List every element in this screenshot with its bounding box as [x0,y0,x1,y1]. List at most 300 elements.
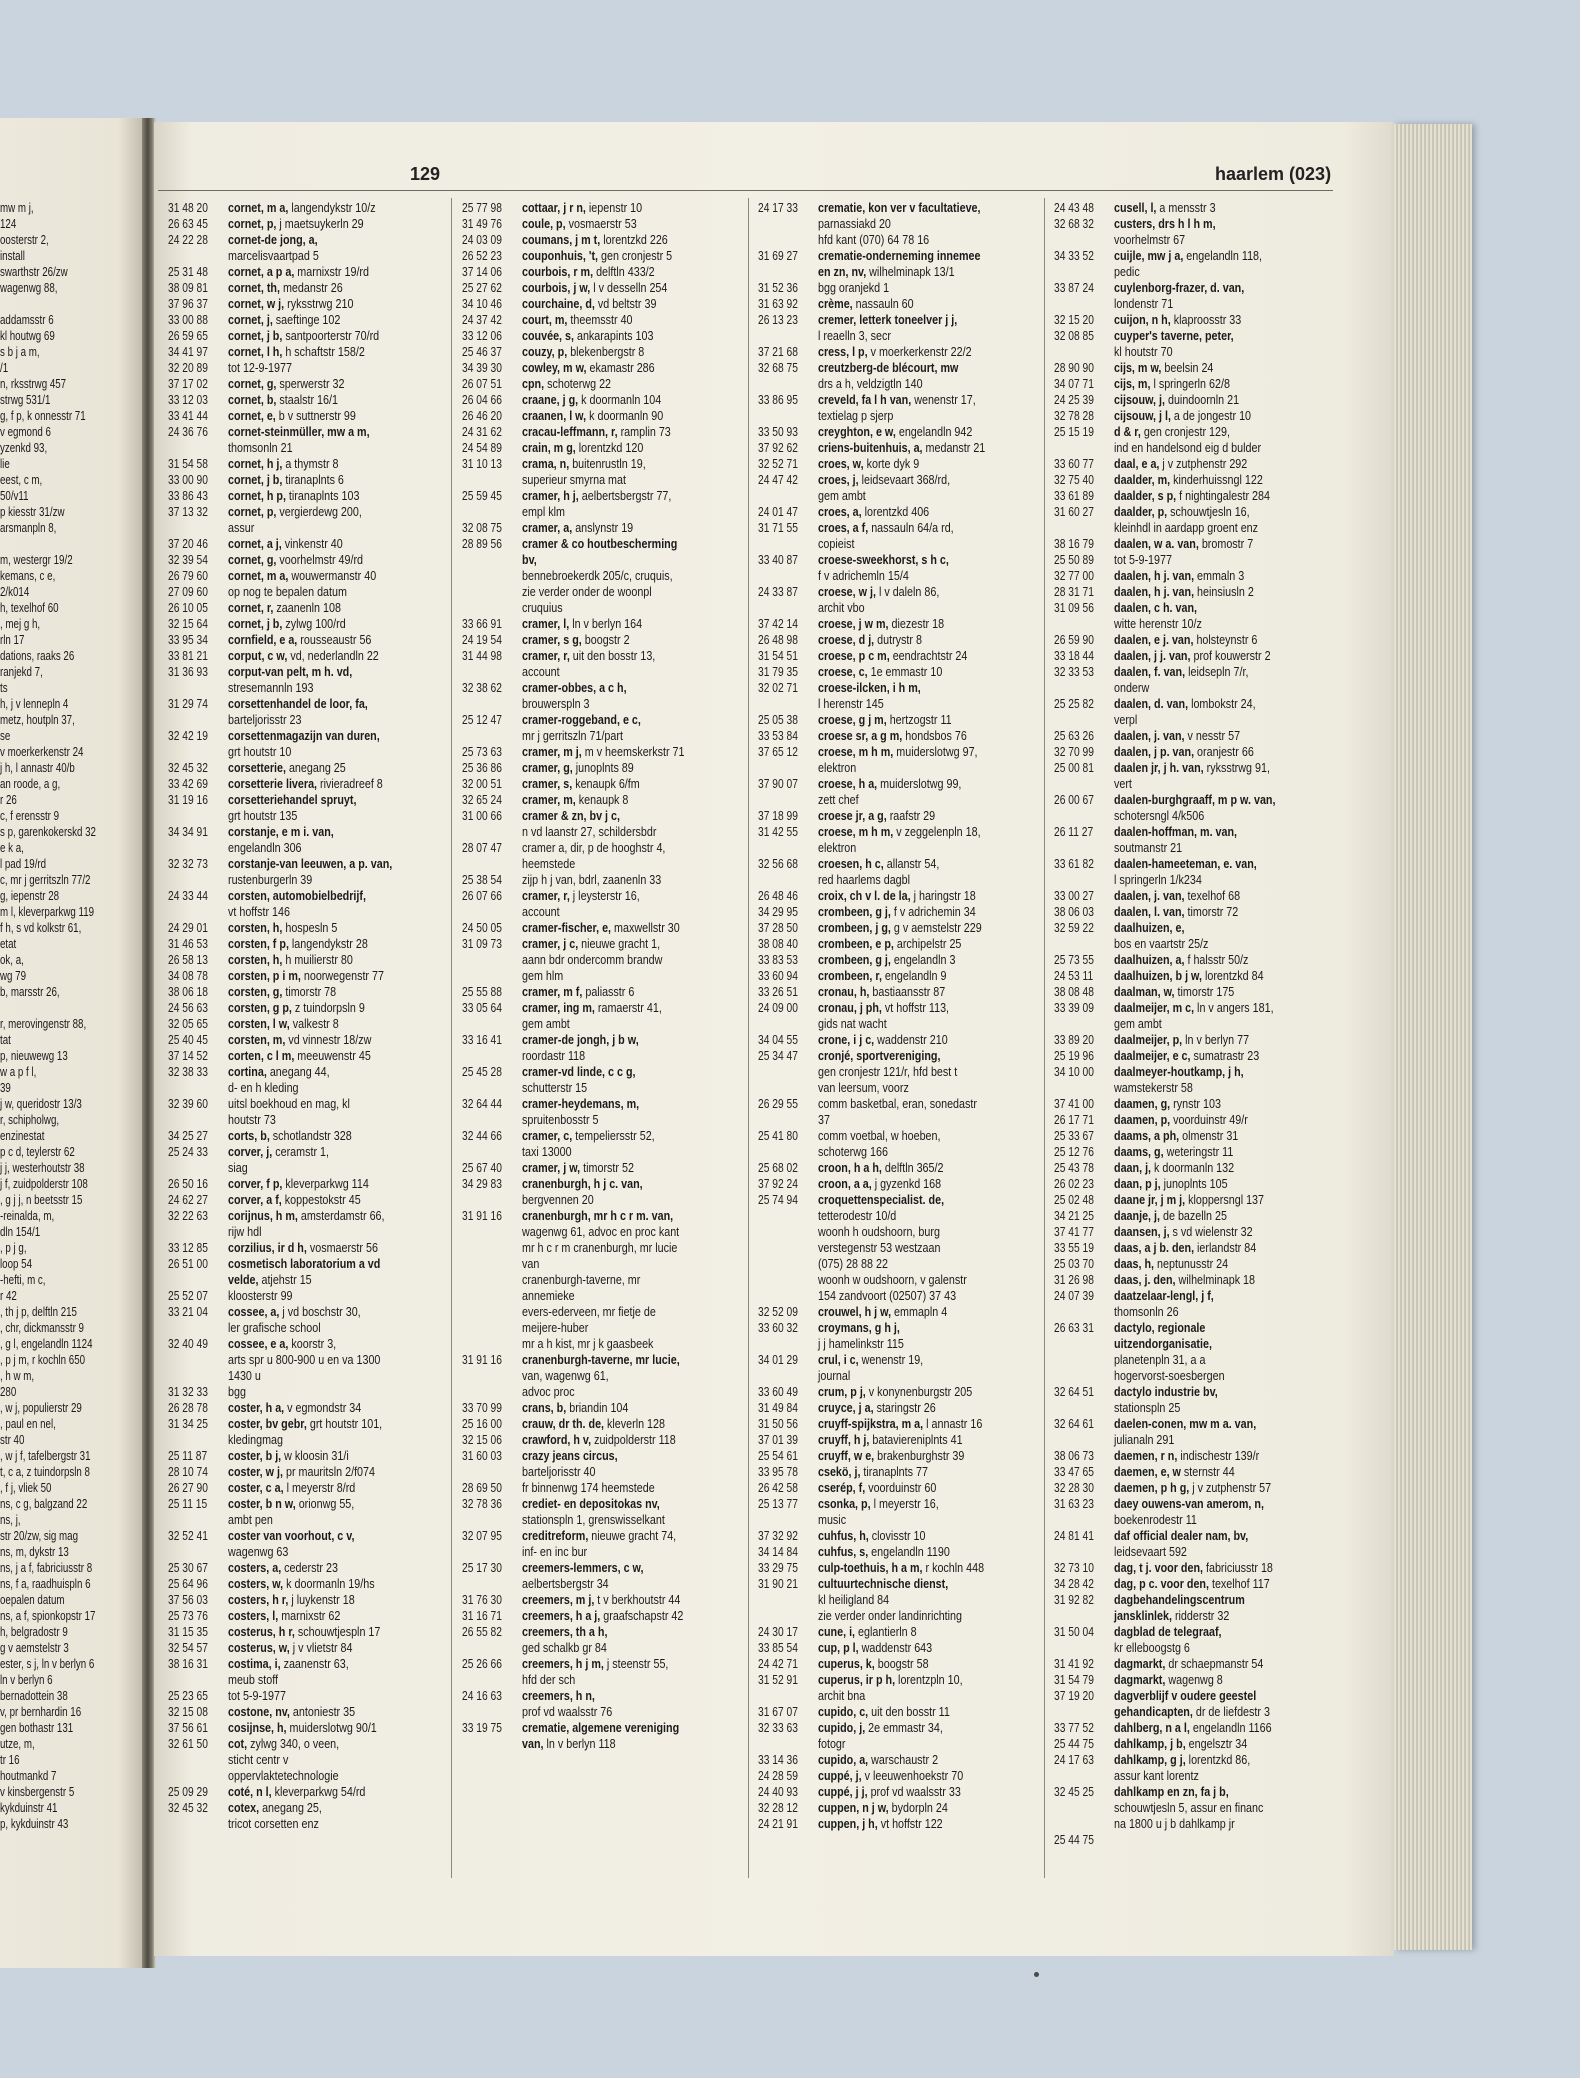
directory-entry [1054,1144,1340,1160]
directory-entry [1054,360,1340,376]
phone-number: 26 07 51 [462,377,502,391]
entry-line [818,632,1012,648]
directory-entry [462,248,748,264]
directory-entry [758,1416,1044,1432]
subscriber-name: dagverblijf v oudere geestel [1114,1689,1257,1703]
entry-line [818,536,1012,552]
entry-text [522,424,748,440]
entry-line [522,1096,716,1112]
subscriber-address: engelandln 306 [228,841,302,855]
entry-text [1114,1832,1340,1848]
entry-text [522,200,748,216]
phone-number: 25 27 62 [462,281,502,295]
entry-text [1114,1240,1340,1256]
entry-text [228,984,454,1000]
entry-line [522,1144,716,1160]
directory-entry [168,1528,454,1560]
subscriber-address: comm basketbal, eran, sonedastr [818,1097,977,1111]
subscriber-name: cramer, m f, [522,985,583,999]
subscriber-name: cornet, j b, [228,617,283,631]
subscriber-name: corsettenmagazijn van duren, [228,729,380,743]
subscriber-name: croesen, h c, [818,857,884,871]
directory-entry [758,1496,1044,1528]
entry-text [228,1192,454,1208]
directory-entry [462,408,748,424]
entry-text [522,1096,748,1128]
left-page-line: addamsstr 6 [0,313,54,327]
entry-text [818,920,1044,936]
directory-entry [1054,472,1340,488]
phone-number: 24 17 33 [758,201,798,215]
directory-entry [168,1096,454,1128]
entry-line [228,280,422,296]
directory-entry [168,1144,454,1176]
subscriber-address: texelhof 117 [1208,1577,1270,1591]
subscriber-address: schouwtjespln 17 [294,1625,381,1639]
phone-number: 32 08 75 [462,521,502,535]
subscriber-address: z tuindorpsln 9 [291,1001,365,1015]
phone-number: 37 14 06 [462,265,502,279]
entry-line [1114,1720,1308,1736]
entry-text [228,536,454,552]
phone-number: 26 55 82 [462,1625,502,1639]
subscriber-name: cuppen, n j w, [818,1801,889,1815]
subscriber-address: zie verder onder de woonpl [522,585,652,599]
directory-entry [462,296,748,312]
directory-entry [1054,1448,1340,1464]
subscriber-name: daalen jr, j h. van, [1114,761,1204,775]
subscriber-address: thomsonln 21 [228,441,293,455]
entry-text [818,1304,1044,1320]
subscriber-address: lorentzkd 86, [1185,1753,1251,1767]
left-page-line: h, belgradostr 9 [0,1625,68,1639]
directory-entry [1054,904,1340,920]
entry-text [818,1384,1044,1400]
entry-line [522,1464,716,1480]
subscriber-name: corver, j, [228,1145,273,1159]
subscriber-address: mr j gerritszln 71/part [522,729,623,743]
subscriber-name: crematie, kon ver v facultatieve, [818,201,981,215]
subscriber-address: timorstr 52 [580,1161,634,1175]
entry-text [228,488,454,504]
entry-line [818,936,1012,952]
left-page-line: c, f erensstr 9 [0,809,60,823]
phone-number: 26 07 66 [462,889,502,903]
phone-number: 26 51 00 [168,1257,208,1271]
entry-line [818,264,1012,280]
subscriber-address: account [522,665,560,679]
print-speck [1034,1972,1039,1977]
entry-line [1114,1544,1308,1560]
phone-number: 31 16 71 [462,1609,502,1623]
subscriber-name: coster, bv gebr, [228,1417,307,1431]
entry-line [522,760,716,776]
entry-line [522,1736,716,1752]
left-page-line: lie [0,457,10,471]
subscriber-address: drs a h, veldzigtln 140 [818,377,923,391]
subscriber-address: vd vinnestr 18/zw [285,1033,372,1047]
subscriber-address: gen cronjestr 129, [1140,425,1230,439]
left-page-line: oosterstr 2, [0,233,49,247]
directory-entry [1054,920,1340,952]
entry-text [228,360,454,376]
phone-number: 32 45 25 [1054,1785,1094,1799]
directory-entry [1054,600,1340,632]
subscriber-address: kleinhdl in aardapp groent enz [1114,521,1259,535]
entry-line [1114,424,1308,440]
phone-number: 31 34 25 [168,1417,208,1431]
phone-number: 32 64 44 [462,1097,502,1111]
subscriber-address: julianaln 291 [1114,1433,1175,1447]
phone-number: 32 70 99 [1054,745,1094,759]
entry-line [522,1704,716,1720]
entry-line [228,888,422,904]
entry-text [1114,1720,1340,1736]
subscriber-name: csekö, j, [818,1465,861,1479]
subscriber-name: cuppé, j, [818,1769,862,1783]
entry-line [818,856,1012,872]
entry-line [1114,1432,1308,1448]
entry-text [228,296,454,312]
directory-entry [168,1256,454,1288]
subscriber-address: medanstr 21 [922,441,986,455]
subscriber-address: a de jongestr 10 [1170,409,1252,423]
phone-number: 25 33 67 [1054,1129,1094,1143]
phone-number: 24 53 11 [1054,969,1094,983]
entry-line [818,776,1012,792]
directory-entry [758,1560,1044,1576]
entry-text [818,1400,1044,1416]
subscriber-address: hogervorst-soesbergen [1114,1369,1225,1383]
entry-line [1114,1368,1308,1384]
subscriber-name: cremer, letterk toneelver j j, [818,313,958,327]
entry-line [1114,936,1308,952]
entry-line [818,408,1012,424]
entry-text [228,504,454,536]
directory-entry [1054,760,1340,792]
phone-number: 24 17 63 [1054,1753,1094,1767]
directory-entry [1054,648,1340,664]
subscriber-address: l v desselln 254 [590,281,668,295]
subscriber-address: onderw [1114,681,1150,695]
directory-entry [168,920,454,936]
subscriber-name: coté, n l, [228,1785,272,1799]
subscriber-address: comm voetbal, w hoeben, [818,1129,941,1143]
left-page-line: ln v berlyn 6 [0,1673,53,1687]
entry-line [228,1048,422,1064]
directory-entry [1054,408,1340,424]
entry-text [1114,200,1340,216]
phone-number: 31 79 35 [758,665,798,679]
entry-text [818,952,1044,968]
directory-entry [758,1624,1044,1640]
entry-text [1114,1736,1340,1752]
directory-entry [758,1304,1044,1320]
subscriber-address: neptunusstr 24 [1154,1257,1229,1271]
subscriber-name: corstanje-van leeuwen, a p. van, [228,857,393,871]
entry-line [818,1032,1012,1048]
entry-text [1114,1144,1340,1160]
subscriber-name: daalmeyer-houtkamp, j h, [1114,1065,1244,1079]
subscriber-name: crum, p j, [818,1385,866,1399]
subscriber-name: cuppen, j h, [818,1817,878,1831]
subscriber-name: cramer, m j, [522,745,582,759]
phone-number: 24 50 05 [462,921,502,935]
entry-line [522,984,716,1000]
entry-line [522,1400,716,1416]
entry-text [818,1464,1044,1480]
entry-line [228,1656,422,1672]
phone-number: 33 77 52 [1054,1721,1094,1735]
directory-entry [1054,1688,1340,1720]
entry-text [228,1208,454,1240]
phone-number: 37 90 07 [758,777,798,791]
entry-line [818,1096,1012,1112]
entry-text [228,280,454,296]
directory-entry [168,312,454,328]
left-page-line: bernadottein 38 [0,1689,68,1703]
subscriber-name: cruyff, w e, [818,1449,875,1463]
subscriber-address: diezestr 18 [888,617,945,631]
entry-line [522,1112,716,1128]
subscriber-address: kloppersngl 137 [1185,1193,1265,1207]
phone-number: 24 47 42 [758,473,798,487]
entry-text [1114,1496,1340,1528]
phone-number: 25 59 45 [462,489,502,503]
entry-line [228,712,422,728]
entry-line [818,1128,1012,1144]
phone-number: 33 89 20 [1054,1033,1094,1047]
directory-entry [1054,392,1340,408]
left-page-line: p c d, teylerstr 62 [0,1145,75,1159]
subscriber-name: crème, [818,297,853,311]
entry-line [818,744,1012,760]
left-page-line: 124 [0,217,17,231]
entry-line [522,1592,716,1608]
entry-line [522,200,716,216]
entry-line [818,808,1012,824]
subscriber-address: kr elleboogstg 6 [1114,1641,1190,1655]
subscriber-address: ind en handelsond eig d bulder [1114,441,1262,455]
entry-text [228,1496,454,1528]
phone-number: 33 95 34 [168,633,208,647]
entry-text [228,216,454,232]
entry-line [818,504,1012,520]
subscriber-address: junoplnts 105 [1160,1177,1228,1191]
subscriber-address: thomsonln 26 [1114,1305,1179,1319]
left-page-line: e k a, [0,841,24,855]
directory-entry [168,1128,454,1144]
entry-text [522,488,748,520]
phone-number: 37 42 14 [758,617,798,631]
subscriber-address: kinderhuissngl 122 [1170,473,1263,487]
phone-number: 26 59 90 [1054,633,1094,647]
directory-entry [758,200,1044,248]
directory-entry [1054,824,1340,856]
phone-number: 24 33 44 [168,889,208,903]
entry-line [1114,1320,1308,1336]
phone-number: 31 54 51 [758,649,798,663]
entry-text [228,552,454,568]
phone-number: 25 12 47 [462,713,502,727]
entry-text [522,280,748,296]
left-page-line: h, j v lennepln 4 [0,697,69,711]
subscriber-address: pedic [1114,265,1140,279]
entry-text [228,1560,454,1576]
subscriber-name: costers, w, [228,1577,284,1591]
entry-text [818,424,1044,440]
entry-text [522,1432,748,1448]
entry-line [818,648,1012,664]
phone-number: 33 41 44 [168,409,208,423]
phone-number: 32 65 24 [462,793,502,807]
entry-line [522,824,716,840]
directory-entry [1054,1112,1340,1128]
entry-line [818,1704,1012,1720]
subscriber-address: j j hamelinkstr 115 [818,1337,904,1351]
phone-number: 26 59 65 [168,329,208,343]
subscriber-name: cornet-steinmüller, mw a m, [228,425,370,439]
subscriber-address: prof kouwerstr 2 [1190,649,1271,663]
directory-entry [1054,1416,1340,1448]
entry-line [1114,1608,1308,1624]
phone-number: 32 39 60 [168,1097,208,1111]
entry-text [818,1320,1044,1352]
subscriber-name: cupido, j, [818,1721,866,1735]
entry-text [228,824,454,856]
entry-text [228,1032,454,1048]
directory-entry [168,600,454,616]
entry-text [818,1640,1044,1656]
phone-number: 26 52 23 [462,249,502,263]
entry-line [522,696,716,712]
phone-number: 25 19 96 [1054,1049,1094,1063]
entry-text [522,936,748,984]
subscriber-name: crombeen, r, [818,969,882,983]
phone-number: 24 56 63 [168,1001,208,1015]
subscriber-name: cramer-vd linde, c c g, [522,1065,636,1079]
directory-entry [758,712,1044,728]
entry-text [522,520,748,536]
entry-text [228,760,454,776]
entry-line [818,1656,1012,1672]
entry-line [228,216,422,232]
subscriber-name: creemers, m j, [522,1593,595,1607]
entry-line [522,1272,716,1288]
entry-line [228,1432,422,1448]
subscriber-address: woonh w oudshoorn, v galenstr [818,1273,967,1287]
entry-text [818,856,1044,888]
entry-text [1114,1176,1340,1192]
phone-number: 32 64 61 [1054,1417,1094,1431]
phone-number: 31 32 33 [168,1385,208,1399]
left-page-line: , w j f, tafelbergstr 31 [0,1449,91,1463]
entry-text [1114,1032,1340,1048]
subscriber-name: dactylo industrie bv, [1114,1385,1218,1399]
entry-text [818,1160,1044,1176]
directory-entry [462,1176,748,1208]
phone-number: 32 52 41 [168,1529,208,1543]
entry-line [1114,600,1308,616]
entry-line [228,968,422,984]
directory-entry [168,856,454,888]
entry-text [228,1064,454,1096]
directory-entry [758,584,1044,616]
entry-line [228,1032,422,1048]
entry-line [522,680,716,696]
subscriber-name: daal, e a, [1114,457,1160,471]
left-page-line: , paul en nel, [0,1417,56,1431]
entry-line [522,1352,716,1368]
left-page-line: ranjekd 7, [0,665,43,679]
subscriber-address: bennebroekerdk 205/c, cruquis, [522,569,673,583]
directory-entry [168,984,454,1000]
subscriber-name: daalen, c h. van, [1114,601,1198,615]
phone-number: 24 43 48 [1054,201,1094,215]
subscriber-address: nieuwe gracht 1, [578,937,661,951]
phone-number: 25 54 61 [758,1449,798,1463]
entry-line [818,1288,1012,1304]
directory-entry [1054,1320,1340,1384]
left-page-line: strwg 531/1 [0,393,51,407]
entry-line [228,840,422,856]
entry-text [1114,216,1340,248]
directory-entry [168,280,454,296]
subscriber-name: cuhfus, s, [818,1545,869,1559]
entry-line [228,1000,422,1016]
directory-entry [758,648,1044,664]
subscriber-address: junoplnts 89 [572,761,634,775]
subscriber-name: cornet, g, [228,553,277,567]
phone-number: 34 10 46 [462,297,502,311]
subscriber-address: gen cronjestr 5 [598,249,673,263]
directory-entry [168,1016,454,1032]
subscriber-address: tot 5-9-1977 [228,1689,286,1703]
entry-line [522,1672,716,1688]
subscriber-address: aelbertsbergstr 34 [522,1577,609,1591]
directory-entry [1054,1032,1340,1048]
subscriber-name: cornet, h p, [228,489,286,503]
subscriber-name: daansen, j, [1114,1225,1170,1239]
subscriber-address: uit den bosstr 13, [569,649,656,663]
subscriber-address: iepenstr 10 [585,201,643,215]
entry-text [522,792,748,808]
subscriber-address: f v adrichemln 15/4 [818,569,909,583]
directory-entry [758,680,1044,712]
phone-number: 33 85 54 [758,1641,798,1655]
entry-line [1114,1480,1308,1496]
subscriber-name: costers, a, [228,1561,282,1575]
directory-entry [1054,1576,1340,1592]
phone-number: 28 31 71 [1054,585,1094,599]
directory-entry [462,1064,748,1096]
subscriber-address: aelbertsbergstr 77, [578,489,672,503]
subscriber-name: cot, [228,1737,248,1751]
subscriber-name: croon, h a h, [818,1161,882,1175]
subscriber-address: hfd der sch [522,1673,576,1687]
subscriber-address: wilhelminapk 13/1 [866,265,955,279]
subscriber-address: stationspln 1, grenswisselkant [522,1513,665,1527]
phone-number: 37 13 32 [168,505,208,519]
left-page-line: 50/v11 [0,489,29,503]
subscriber-address: duindoornln 21 [1164,393,1240,407]
entry-line [228,1688,422,1704]
phone-number: 32 00 51 [462,777,502,791]
subscriber-name: croese sr, a g m, [818,729,903,743]
entry-line [1114,1272,1308,1288]
directory-entry [462,1608,748,1624]
phone-number: 24 03 09 [462,233,502,247]
